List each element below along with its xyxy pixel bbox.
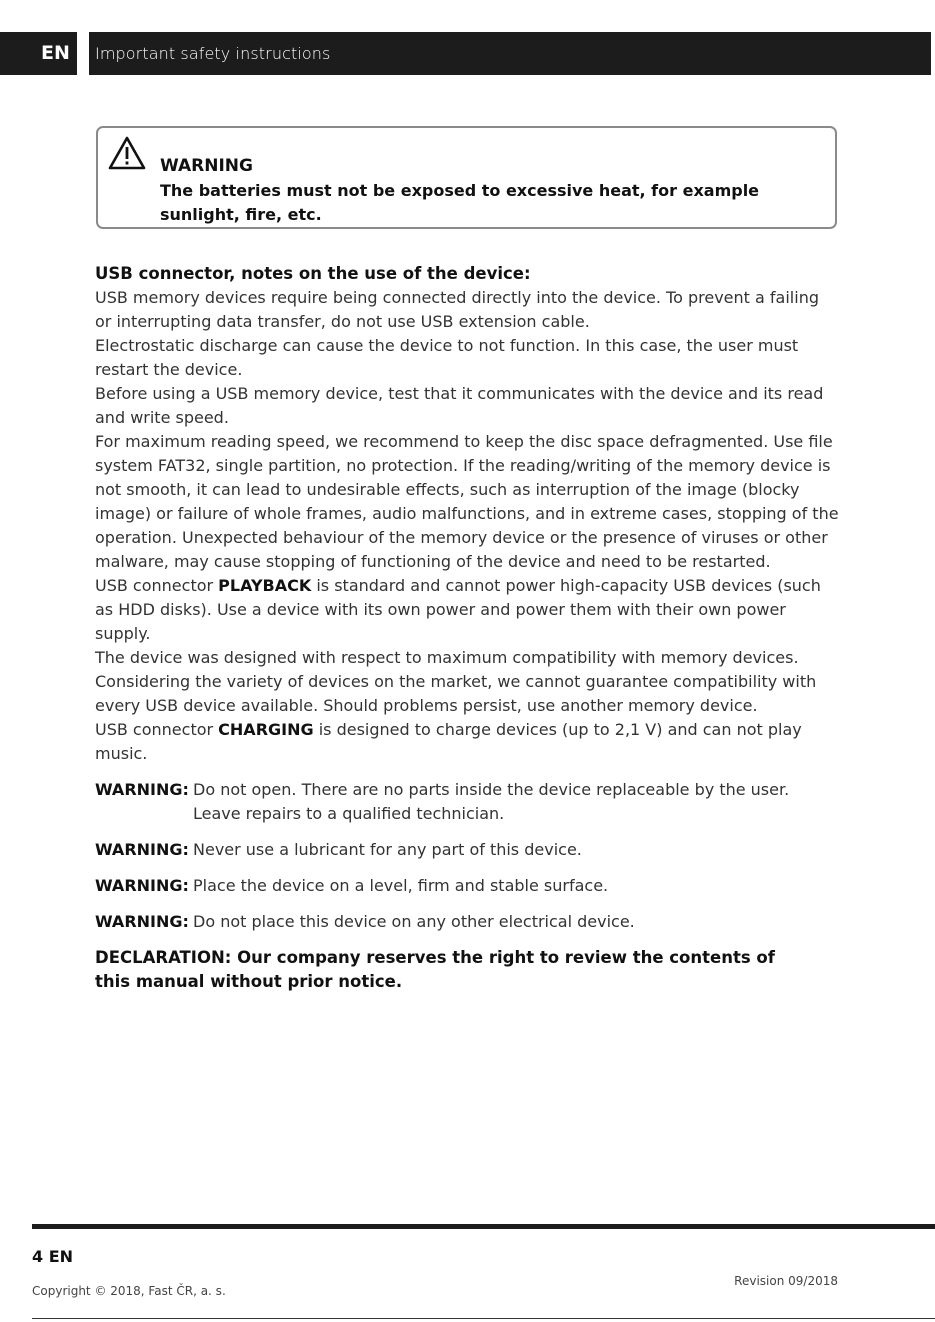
usb-paragraph-6: The device was designed with respect to maximum compatibility with memory devices. Considering the variety of devices on the market, we cannot guarantee compatibility with every USB device available. Should problems persist, use another memory device. [95,648,817,715]
section-header-title: Important safety instructions [89,32,931,75]
bottom-divider [32,1318,935,1319]
warning-label: WARNING: [95,912,189,931]
warning-label: WARNING: [95,780,189,799]
warning-text: Place the device on a level, firm and stable surface. [193,876,609,895]
warning-label: WARNING: [95,840,189,859]
page-number: 4 EN [32,1247,74,1266]
footer-divider [32,1224,935,1229]
warning-row [95,910,840,934]
main-content [95,262,840,994]
warning-box-title: WARNING [160,156,253,176]
charging-post: is designed to charge devices (up to 2,1 V) and can not play music. [95,720,802,763]
warning-triangle-icon [108,135,146,171]
warning-row [95,874,840,898]
usb-paragraph-4: For maximum reading speed, we recommend to keep the disc space defragmented. Use file system FAT32, single partition, no protection. If the reading/writing of the memory device is not smooth, it can lead to undesirable effects, such as interruption of the image (blocky image) or failure of whole frames, audio malfunctions, and in extreme cases, stopping of the operation. Unexpected behaviour of the memory device or the presence of viruses or other malware, may cause stopping of functioning of the device and need to be restarted. [95,432,839,571]
warning-text: Never use a lubricant for any part of this device. [193,840,582,859]
playback-post: is standard and cannot power high-capacity USB devices (such as HDD disks). Use a device with its own power and power them with their own power supply. [95,576,821,643]
copyright-text: Copyright © 2018, Fast ČR, a. s. [32,1284,226,1298]
charging-label: CHARGING [218,720,314,739]
usb-paragraph-1: USB memory devices require being connected directly into the device. To prevent a failing or interrupting data transfer, do not use USB extension cable. [95,288,819,331]
warning-row [95,838,840,862]
charging-pre: USB connector [95,720,219,739]
usb-paragraph-3: Before using a USB memory device, test that it communicates with the device and its read and write speed. [95,384,824,427]
revision-text: Revision 09/2018 [734,1274,838,1288]
warning-text: Do not place this device on any other electrical device. [193,912,635,931]
declaration: DECLARATION: Our company reserves the right to review the contents of this manual without prior notice. [95,948,775,991]
warning-label: WARNING: [95,876,189,895]
usb-paragraph-2: Electrostatic discharge can cause the device to not function. In this case, the user must restart the device. [95,336,799,379]
playback-label: PLAYBACK [218,576,312,595]
usb-paragraph-charging [95,718,840,766]
playback-pre: USB connector [95,576,219,595]
usb-paragraph-playback [95,574,840,646]
warning-box [96,126,837,229]
language-tab: EN [0,32,77,75]
warning-row [95,778,840,826]
warning-box-text: The batteries must not be exposed to excessive heat, for example sunlight, fire, etc. [160,181,760,224]
warning-text: Do not open. There are no parts inside the device replaceable by the user. Leave repairs to a qualified technician. [193,780,790,823]
usb-section-title: USB connector, notes on the use of the device: [95,264,531,283]
